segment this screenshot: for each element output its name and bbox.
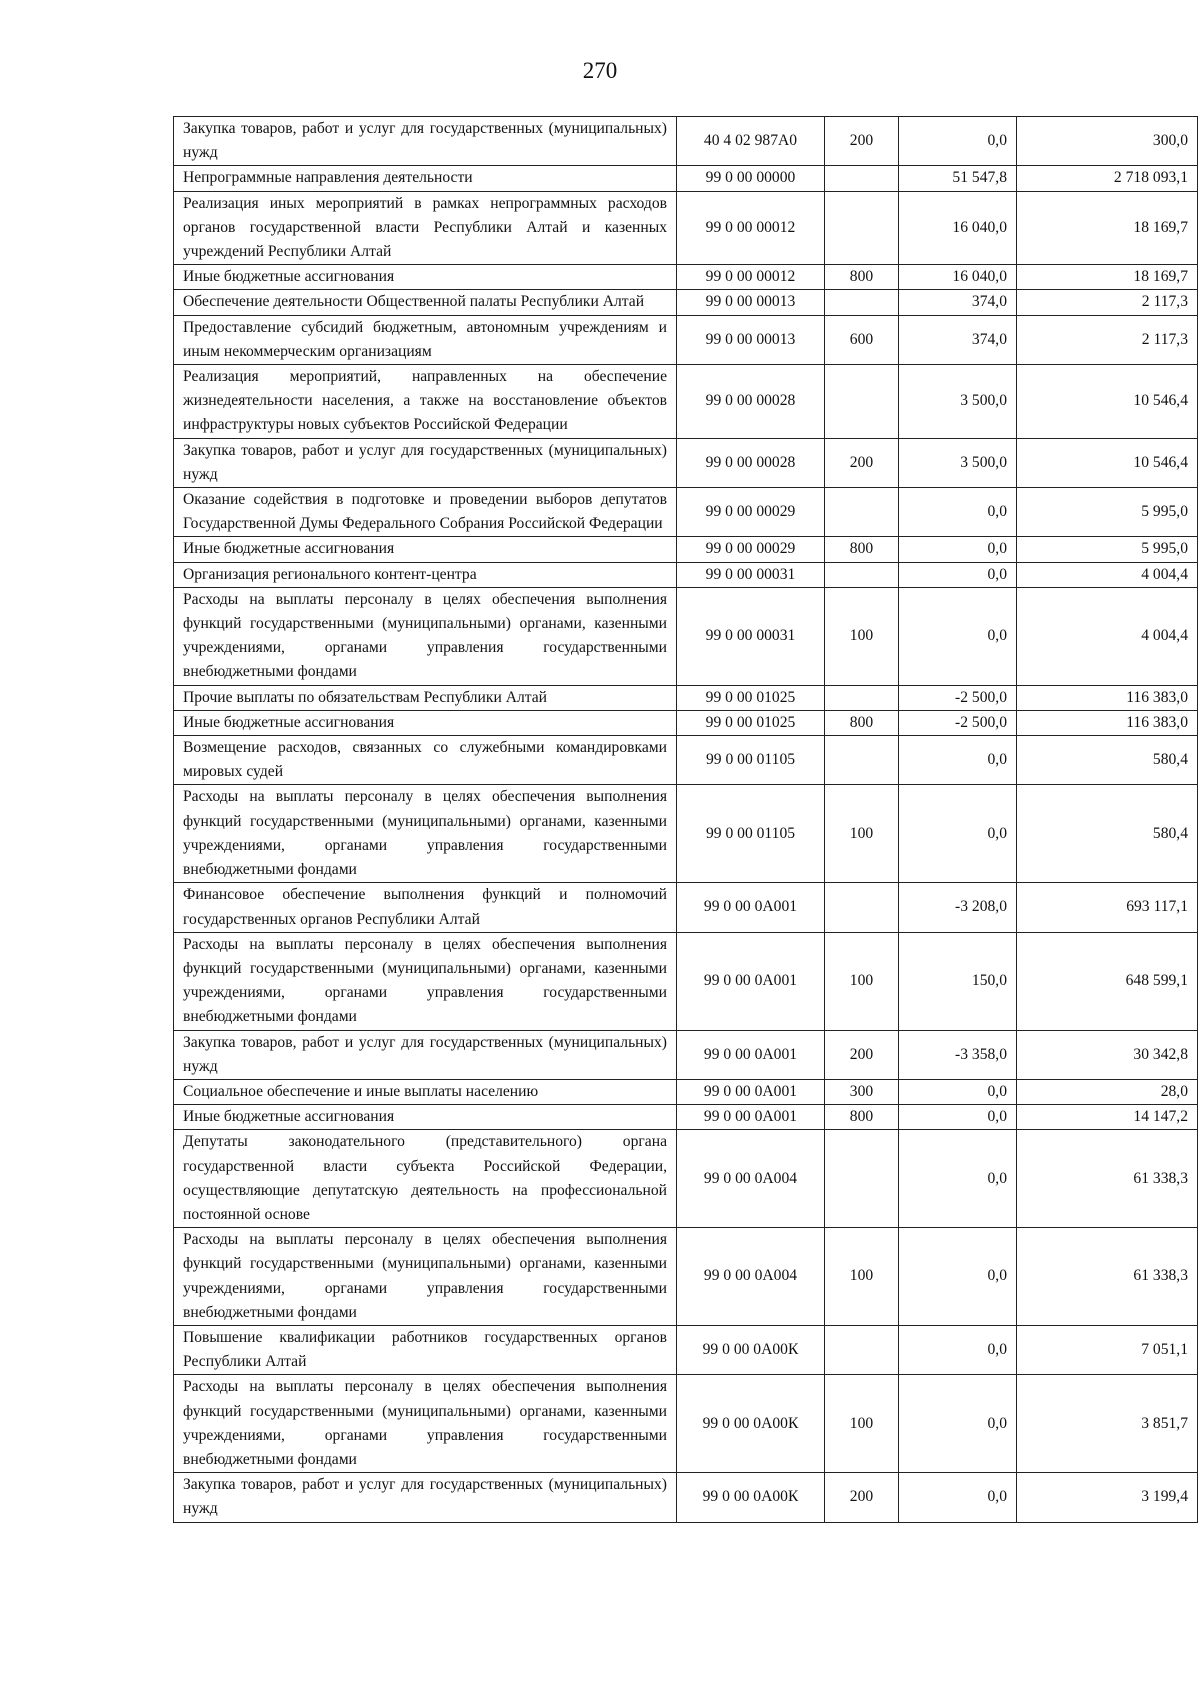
row-code: 99 0 00 0А001 [677, 1079, 825, 1104]
table-row [174, 365, 1198, 439]
row-expense-type [825, 191, 899, 265]
row-code: 99 0 00 01025 [677, 710, 825, 735]
row-code: 99 0 00 00029 [677, 537, 825, 562]
row-change-amount: 0,0 [899, 488, 1017, 537]
row-expense-type: 100 [825, 785, 899, 883]
row-total-amount: 18 169,7 [1017, 191, 1198, 265]
row-change-amount: -2 500,0 [899, 710, 1017, 735]
row-code: 40 4 02 987А0 [677, 117, 825, 166]
table-row [174, 587, 1198, 685]
row-change-amount: 3 500,0 [899, 365, 1017, 439]
table-row [174, 488, 1198, 537]
row-code: 99 0 00 0А004 [677, 1228, 825, 1326]
row-name: Предоставление субсидий бюджетным, автономным учреждениям и иным некоммерческим организациям [174, 315, 677, 364]
row-expense-type [825, 562, 899, 587]
row-code: 99 0 00 00012 [677, 191, 825, 265]
row-total-amount: 116 383,0 [1017, 710, 1198, 735]
row-change-amount: 0,0 [899, 736, 1017, 785]
row-expense-type [825, 290, 899, 315]
row-change-amount: 0,0 [899, 562, 1017, 587]
row-name: Обеспечение деятельности Общественной палаты Республики Алтай [174, 290, 677, 315]
row-total-amount: 3 851,7 [1017, 1375, 1198, 1473]
row-code: 99 0 00 00031 [677, 587, 825, 685]
row-change-amount: 0,0 [899, 117, 1017, 166]
row-name: Закупка товаров, работ и услуг для государственных (муниципальных) нужд [174, 1030, 677, 1079]
row-expense-type [825, 488, 899, 537]
row-name: Расходы на выплаты персоналу в целях обеспечения выполнения функций государственными (муниципальными) органами, казенными учреждениями, органами управления государственными внебюджетными фондами [174, 1228, 677, 1326]
row-expense-type: 800 [825, 537, 899, 562]
row-name: Депутаты законодательного (представительного) органа государственной власти субъекта Российской Федерации, осуществляющие депутатскую деятельность на профессиональной постоянной основе [174, 1130, 677, 1228]
row-total-amount: 28,0 [1017, 1079, 1198, 1104]
row-name: Расходы на выплаты персоналу в целях обеспечения выполнения функций государственными (муниципальными) органами, казенными учреждениями, органами управления государственными внебюджетными фондами [174, 1375, 677, 1473]
table-row [174, 1030, 1198, 1079]
row-expense-type: 800 [825, 1105, 899, 1130]
table-row [174, 685, 1198, 710]
row-name: Непрограммные направления деятельности [174, 166, 677, 191]
row-total-amount: 116 383,0 [1017, 685, 1198, 710]
row-change-amount: 0,0 [899, 1130, 1017, 1228]
row-total-amount: 5 995,0 [1017, 537, 1198, 562]
row-change-amount: 0,0 [899, 1473, 1017, 1522]
row-expense-type [825, 365, 899, 439]
row-change-amount: 150,0 [899, 932, 1017, 1030]
table-row [174, 1079, 1198, 1104]
row-change-amount: 16 040,0 [899, 265, 1017, 290]
row-expense-type: 600 [825, 315, 899, 364]
row-expense-type [825, 1325, 899, 1374]
row-name: Повышение квалификации работников государственных органов Республики Алтай [174, 1325, 677, 1374]
budget-table-body [174, 117, 1198, 1523]
table-row [174, 562, 1198, 587]
table-row [174, 710, 1198, 735]
table-row [174, 932, 1198, 1030]
row-total-amount: 14 147,2 [1017, 1105, 1198, 1130]
row-name: Иные бюджетные ассигнования [174, 265, 677, 290]
row-code: 99 0 00 01025 [677, 685, 825, 710]
row-change-amount: -2 500,0 [899, 685, 1017, 710]
table-row [174, 1375, 1198, 1473]
row-change-amount: -3 208,0 [899, 883, 1017, 932]
row-code: 99 0 00 0А00К [677, 1325, 825, 1374]
row-expense-type [825, 883, 899, 932]
table-row [174, 315, 1198, 364]
row-code: 99 0 00 00029 [677, 488, 825, 537]
row-expense-type [825, 685, 899, 710]
table-row [174, 1325, 1198, 1374]
row-expense-type: 100 [825, 1375, 899, 1473]
table-row [174, 1130, 1198, 1228]
row-total-amount: 580,4 [1017, 736, 1198, 785]
row-change-amount: 374,0 [899, 315, 1017, 364]
row-name: Закупка товаров, работ и услуг для государственных (муниципальных) нужд [174, 117, 677, 166]
row-expense-type: 200 [825, 438, 899, 487]
table-row [174, 883, 1198, 932]
row-total-amount: 4 004,4 [1017, 562, 1198, 587]
row-name: Иные бюджетные ассигнования [174, 710, 677, 735]
row-name: Реализация мероприятий, направленных на обеспечение жизнедеятельности населения, а также на восстановление объектов инфраструктуры новых субъектов Российской Федерации [174, 365, 677, 439]
row-code: 99 0 00 00028 [677, 365, 825, 439]
budget-table [173, 116, 1198, 1523]
row-expense-type: 200 [825, 1030, 899, 1079]
row-name: Иные бюджетные ассигнования [174, 1105, 677, 1130]
row-total-amount: 61 338,3 [1017, 1130, 1198, 1228]
row-expense-type: 300 [825, 1079, 899, 1104]
row-change-amount: 0,0 [899, 1105, 1017, 1130]
page-number: 270 [582, 58, 618, 83]
row-code: 99 0 00 00031 [677, 562, 825, 587]
row-total-amount: 648 599,1 [1017, 932, 1198, 1030]
table-row [174, 438, 1198, 487]
row-name: Реализация иных мероприятий в рамках непрограммных расходов органов государственной власти Республики Алтай и казенных учреждений Республики Алтай [174, 191, 677, 265]
row-expense-type [825, 1130, 899, 1228]
row-total-amount: 7 051,1 [1017, 1325, 1198, 1374]
row-expense-type: 200 [825, 117, 899, 166]
row-name: Расходы на выплаты персоналу в целях обеспечения выполнения функций государственными (муниципальными) органами, казенными учреждениями, органами управления государственными внебюджетными фондами [174, 587, 677, 685]
row-total-amount: 61 338,3 [1017, 1228, 1198, 1326]
row-name: Расходы на выплаты персоналу в целях обеспечения выполнения функций государственными (муниципальными) органами, казенными учреждениями, органами управления государственными внебюджетными фондами [174, 785, 677, 883]
row-expense-type: 100 [825, 1228, 899, 1326]
row-code: 99 0 00 00012 [677, 265, 825, 290]
table-row [174, 785, 1198, 883]
row-code: 99 0 00 0А00К [677, 1473, 825, 1522]
row-change-amount: 16 040,0 [899, 191, 1017, 265]
row-total-amount: 3 199,4 [1017, 1473, 1198, 1522]
row-change-amount: -3 358,0 [899, 1030, 1017, 1079]
row-name: Закупка товаров, работ и услуг для государственных (муниципальных) нужд [174, 438, 677, 487]
row-total-amount: 693 117,1 [1017, 883, 1198, 932]
row-code: 99 0 00 0А001 [677, 932, 825, 1030]
table-row [174, 1105, 1198, 1130]
row-change-amount: 0,0 [899, 1228, 1017, 1326]
row-expense-type: 800 [825, 710, 899, 735]
row-change-amount: 0,0 [899, 1375, 1017, 1473]
row-expense-type: 800 [825, 265, 899, 290]
row-code: 99 0 00 00013 [677, 290, 825, 315]
row-name: Закупка товаров, работ и услуг для государственных (муниципальных) нужд [174, 1473, 677, 1522]
row-code: 99 0 00 01105 [677, 736, 825, 785]
row-code: 99 0 00 0А001 [677, 1030, 825, 1079]
table-row [174, 117, 1198, 166]
row-total-amount: 18 169,7 [1017, 265, 1198, 290]
table-row [174, 290, 1198, 315]
row-name: Организация регионального контент-центра [174, 562, 677, 587]
row-name: Оказание содействия в подготовке и проведении выборов депутатов Государственной Думы Федерального Собрания Российской Федерации [174, 488, 677, 537]
row-total-amount: 2 718 093,1 [1017, 166, 1198, 191]
row-code: 99 0 00 0А001 [677, 1105, 825, 1130]
row-expense-type: 100 [825, 932, 899, 1030]
row-code: 99 0 00 00000 [677, 166, 825, 191]
table-row [174, 265, 1198, 290]
row-expense-type: 100 [825, 587, 899, 685]
row-total-amount: 2 117,3 [1017, 290, 1198, 315]
row-total-amount: 5 995,0 [1017, 488, 1198, 537]
row-code: 99 0 00 00028 [677, 438, 825, 487]
table-row [174, 736, 1198, 785]
row-change-amount: 0,0 [899, 1079, 1017, 1104]
row-expense-type [825, 166, 899, 191]
row-code: 99 0 00 0А00К [677, 1375, 825, 1473]
row-change-amount: 51 547,8 [899, 166, 1017, 191]
row-name: Финансовое обеспечение выполнения функций и полномочий государственных органов Республики Алтай [174, 883, 677, 932]
row-total-amount: 4 004,4 [1017, 587, 1198, 685]
row-change-amount: 3 500,0 [899, 438, 1017, 487]
row-code: 99 0 00 01105 [677, 785, 825, 883]
row-total-amount: 300,0 [1017, 117, 1198, 166]
row-change-amount: 374,0 [899, 290, 1017, 315]
row-code: 99 0 00 00013 [677, 315, 825, 364]
row-change-amount: 0,0 [899, 1325, 1017, 1374]
row-total-amount: 30 342,8 [1017, 1030, 1198, 1079]
row-code: 99 0 00 0А001 [677, 883, 825, 932]
table-row [174, 191, 1198, 265]
table-row [174, 1473, 1198, 1522]
row-name: Прочие выплаты по обязательствам Республики Алтай [174, 685, 677, 710]
row-code: 99 0 00 0А004 [677, 1130, 825, 1228]
row-change-amount: 0,0 [899, 785, 1017, 883]
table-row [174, 537, 1198, 562]
row-change-amount: 0,0 [899, 587, 1017, 685]
row-total-amount: 10 546,4 [1017, 438, 1198, 487]
table-row [174, 166, 1198, 191]
row-name: Социальное обеспечение и иные выплаты населению [174, 1079, 677, 1104]
row-total-amount: 10 546,4 [1017, 365, 1198, 439]
row-total-amount: 2 117,3 [1017, 315, 1198, 364]
row-change-amount: 0,0 [899, 537, 1017, 562]
table-row [174, 1228, 1198, 1326]
row-name: Возмещение расходов, связанных со служебными командировками мировых судей [174, 736, 677, 785]
row-name: Расходы на выплаты персоналу в целях обеспечения выполнения функций государственными (муниципальными) органами, казенными учреждениями, органами управления государственными внебюджетными фондами [174, 932, 677, 1030]
row-total-amount: 580,4 [1017, 785, 1198, 883]
row-name: Иные бюджетные ассигнования [174, 537, 677, 562]
row-expense-type [825, 736, 899, 785]
row-expense-type: 200 [825, 1473, 899, 1522]
